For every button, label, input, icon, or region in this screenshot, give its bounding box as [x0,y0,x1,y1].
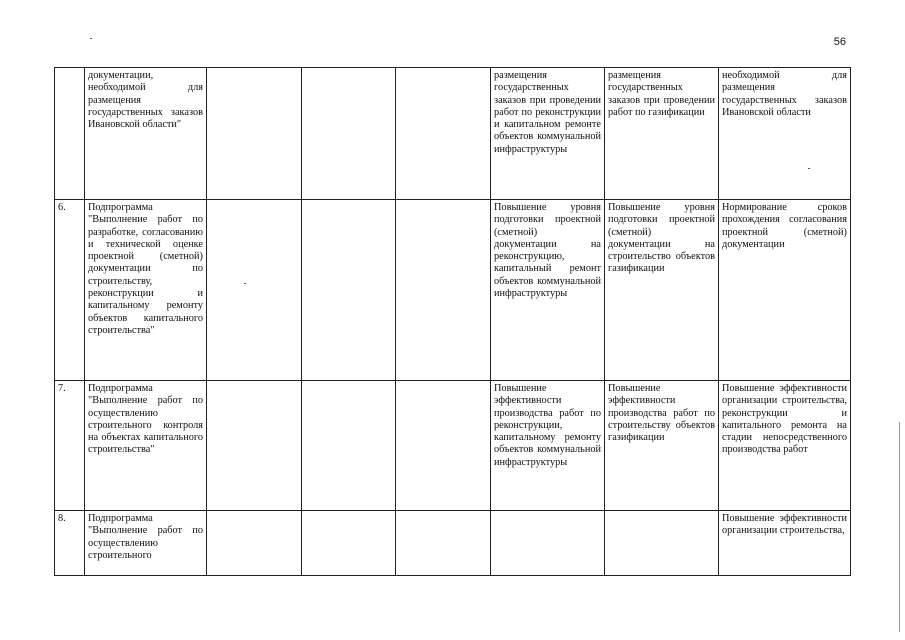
row-number-cell: 7. [55,381,85,511]
scan-dot [90,38,92,39]
table-row [55,381,851,511]
gasification-result-cell: Повышение уровня подготовки проектной (сметной) документации на строительство объектов газификации [605,200,719,381]
table-row [55,200,851,381]
subprogram-name-cell: документации, необходимой для размещения государственных заказов Ивановской области" [85,68,207,200]
empty-cell [207,68,302,200]
row-number-cell [55,68,85,200]
general-result-cell: Повышение эффективности организации строительства, [719,511,851,576]
scan-edge-line [899,422,900,632]
empty-cell [302,68,396,200]
empty-cell [396,381,491,511]
subprogram-name-cell: Подпрограмма "Выполнение работ по осуществлению строительного контроля на объектах капитального строительства" [85,381,207,511]
empty-cell [396,68,491,200]
table-row [55,68,851,200]
gasification-result-cell: Повышение эффективности производства работ по строительству объектов газификации [605,381,719,511]
empty-cell [396,511,491,576]
infrastructure-result-cell: Повышение уровня подготовки проектной (сметной) документации на реконструкцию, капитальный ремонт объектов коммунальной инфраструктуры [491,200,605,381]
empty-cell [207,200,302,381]
program-table [54,67,851,576]
gasification-result-cell: размещения государственных заказов при проведении работ по газификации [605,68,719,200]
infrastructure-result-cell: размещения государственных заказов при проведении работ по реконструкции и капитальном ремонте объектов коммунальной инфраструктуры [491,68,605,200]
empty-cell [207,381,302,511]
infrastructure-result-cell [491,511,605,576]
general-result-cell: необходимой для размещения государственных заказов Ивановской области [719,68,851,200]
row-number-cell: 6. [55,200,85,381]
general-result-cell: Нормирование сроков прохождения согласования проектной (сметной) документации [719,200,851,381]
row-number-cell: 8. [55,511,85,576]
infrastructure-result-cell: Повышение эффективности производства работ по реконструкции, капитальному ремонту объектов коммунальной инфраструктуры [491,381,605,511]
empty-cell [396,200,491,381]
empty-cell [302,200,396,381]
empty-cell [302,511,396,576]
subprogram-name-cell: Подпрограмма "Выполнение работ по разработке, согласованию и технической оценке проектной (сметной) документации по строительству, реконструкции и капитальному ремонту объектов капитального строительства" [85,200,207,381]
subprogram-name-cell: Подпрограмма "Выполнение работ по осуществлению строительного [85,511,207,576]
table-row [55,511,851,576]
gasification-result-cell [605,511,719,576]
empty-cell [207,511,302,576]
empty-cell [302,381,396,511]
general-result-cell: Повышение эффективности организации строительства, реконструкции и капитального ремонта на стадии непосредственного производства работ [719,381,851,511]
page-number: 56 [833,36,846,48]
